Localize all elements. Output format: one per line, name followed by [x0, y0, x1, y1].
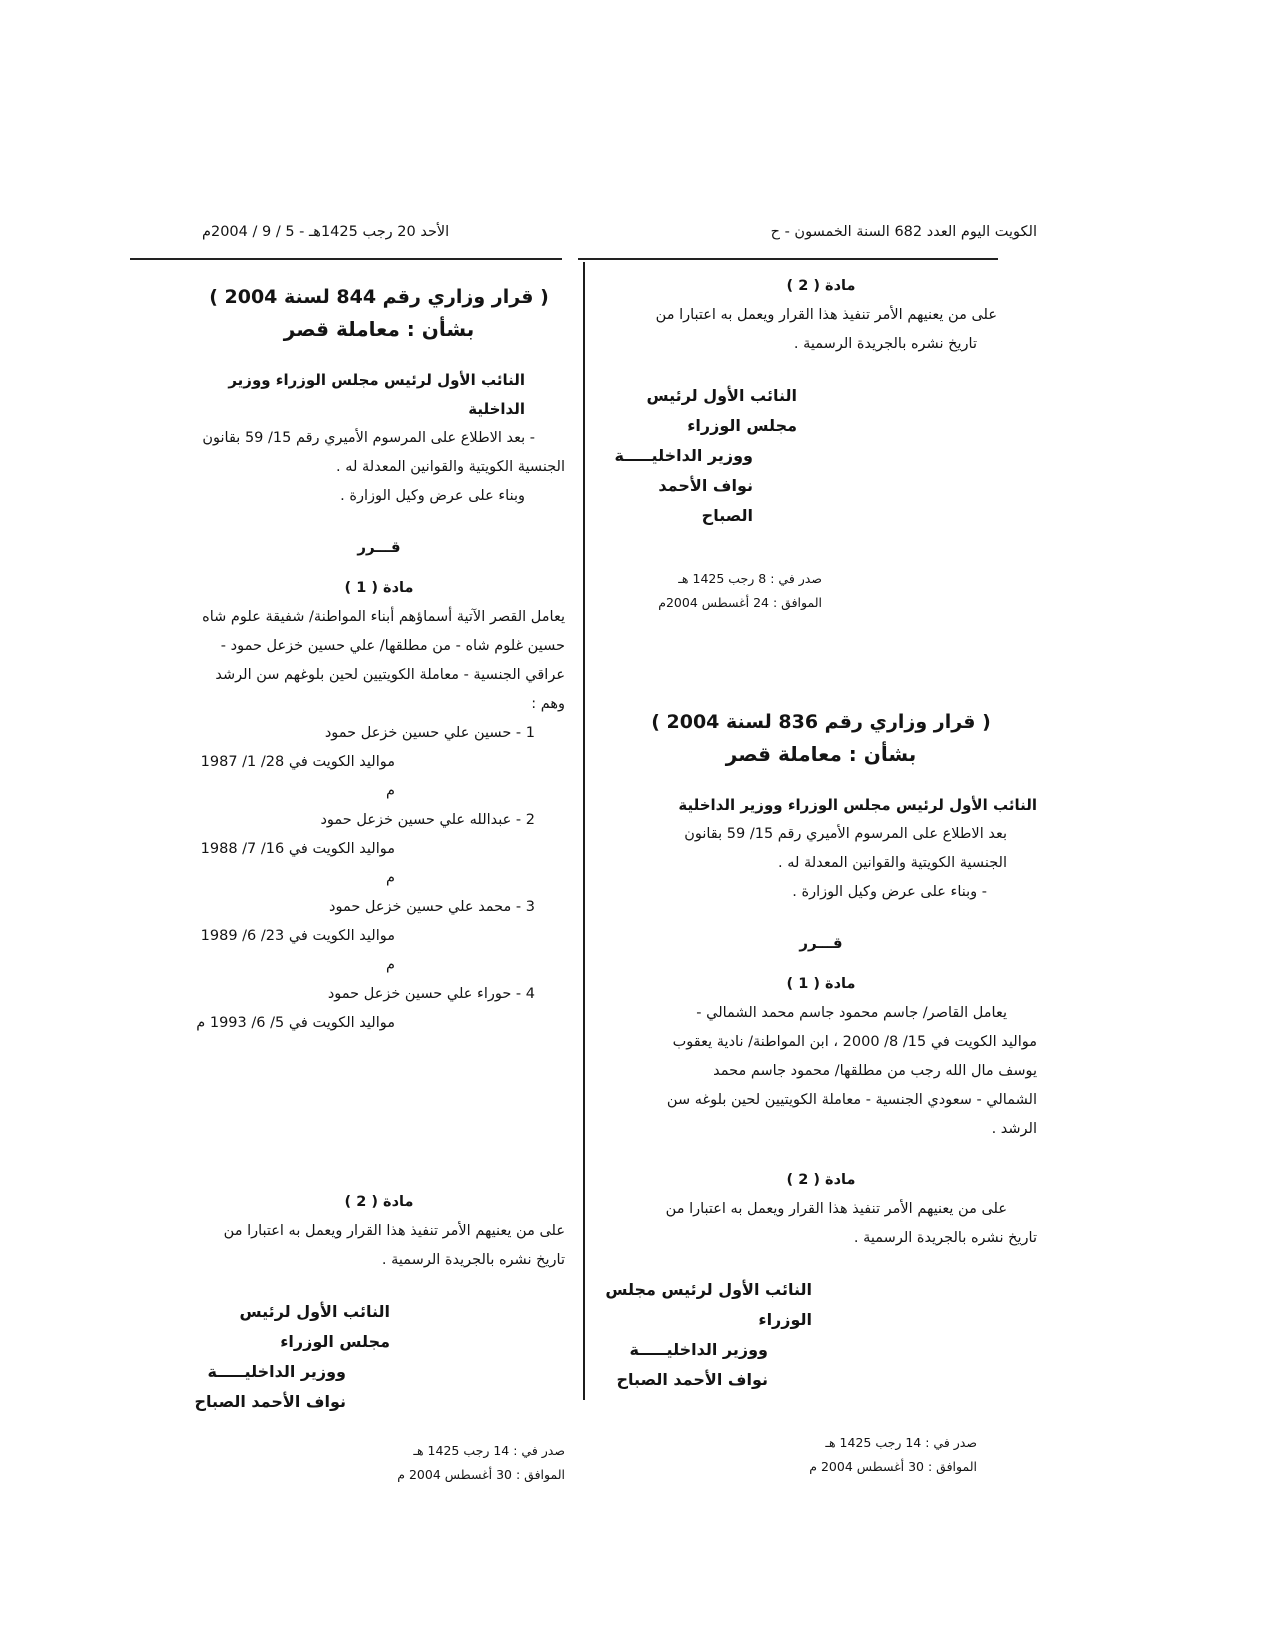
- signature-title: النائب الأول لرئيس مجلس الوزراء: [646, 386, 797, 435]
- signature-title: النائب الأول لرئيس مجلس الوزراء: [605, 1280, 812, 1329]
- gregorian-date: الموافق : 30 أغسطس 2004 م: [809, 1459, 977, 1474]
- issue-date: صدر في : 14 رجب 1425 هـ: [413, 1443, 565, 1458]
- header-rule-left: [130, 258, 562, 260]
- signature-name: نواف الأحمد الصباح: [194, 1392, 346, 1411]
- article-text: تاريخ نشره بالجريدة الرسمية .: [381, 1252, 565, 1268]
- issue-date-block: [605, 567, 1037, 615]
- article-text: على من يعنيهم الأمر تنفيذ هذا القرار ويعمل به اعتبارا من: [655, 307, 997, 323]
- minor-birth: مواليد الكويت في 28/ 1/ 1987 م: [200, 754, 395, 799]
- minor-name: 1 - حسين علي حسين خزعل حمود: [324, 725, 535, 741]
- decree-authority: النائب الأول لرئيس مجلس الوزراء ووزير الداخلية: [678, 796, 1037, 814]
- gazette-date-header: الأحد 20 رجب 1425هـ - 5 / 9 / 2004م: [202, 224, 450, 240]
- preamble-text: وبناء على عرض وكيل الوزارة .: [340, 488, 525, 504]
- article-text: الشمالي - سعودي الجنسية - معاملة الكويتيين لحين بلوغه سن: [666, 1092, 1037, 1108]
- article-text: تاريخ نشره بالجريدة الرسمية .: [793, 336, 977, 352]
- gregorian-date: الموافق : 24 أغسطس 2004م: [658, 595, 822, 610]
- issue-date-block: [605, 1431, 1037, 1479]
- signature-role: ووزير الداخليـــــة: [207, 1362, 346, 1381]
- signature-block: [605, 381, 1037, 531]
- decree-subtitle: بشأن : معاملة قصر: [725, 742, 917, 766]
- article-text: يوسف مال الله رجب من مطلقها/ محمود جاسم محمد: [713, 1063, 1037, 1079]
- minor-name: 2 - عبدالله علي حسين خزعل حمود: [320, 812, 535, 828]
- preamble-text: الجنسية الكويتية والقوانين المعدلة له .: [778, 855, 1007, 871]
- minor-birth: مواليد الكويت في 16/ 7/ 1988 م: [200, 841, 395, 886]
- signature-name: نواف الأحمد الصباح: [616, 1370, 768, 1389]
- signature-block: [605, 1275, 1037, 1395]
- right-column: [605, 272, 1037, 1479]
- minor-name: 3 - محمد علي حسين خزعل حمود: [329, 899, 535, 915]
- article-text: حسين غلوم شاه - من مطلقها/ علي حسين خزعل حمود -: [220, 638, 565, 654]
- signature-role: ووزير الداخليـــــة: [614, 446, 753, 465]
- signature-block: [193, 1297, 565, 1417]
- article-heading: مادة ( 1 ): [344, 580, 414, 596]
- signature-title: النائب الأول لرئيس مجلس الوزراء: [239, 1302, 390, 1351]
- article-text: على من يعنيهم الأمر تنفيذ هذا القرار ويعمل به اعتبارا من: [223, 1223, 565, 1239]
- preamble-text: - وبناء على عرض وكيل الوزارة .: [792, 884, 987, 900]
- gazette-issue-header: الكويت اليوم العدد 682 السنة الخمسون - ح: [770, 224, 1037, 240]
- article-text: يعامل القاصر/ جاسم محمود جاسم محمد الشمالي -: [696, 1005, 1007, 1021]
- issue-date: صدر في : 14 رجب 1425 هـ: [825, 1435, 977, 1450]
- decided-heading: قـــرر: [357, 538, 401, 556]
- article-text: على من يعنيهم الأمر تنفيذ هذا القرار ويعمل به اعتبارا من: [665, 1201, 1007, 1217]
- article-heading: مادة ( 1 ): [786, 976, 856, 992]
- decree-title: ( قرار وزاري رقم 844 لسنة 2004 ): [209, 286, 549, 308]
- signature-role: ووزير الداخليـــــة: [629, 1340, 768, 1359]
- column-divider: [583, 262, 585, 1400]
- decided-heading: قـــرر: [799, 934, 843, 952]
- article-heading: مادة ( 2 ): [786, 1172, 856, 1188]
- article-text: عراقي الجنسية - معاملة الكويتيين لحين بلوغهم سن الرشد: [215, 667, 565, 683]
- gregorian-date: الموافق : 30 أغسطس 2004 م: [397, 1467, 565, 1482]
- decree-subtitle: بشأن : معاملة قصر: [283, 317, 475, 341]
- article-text: يعامل القصر الآتية أسماؤهم أبناء المواطنة/ شفيقة علوم شاه: [202, 609, 565, 625]
- signature-name: نواف الأحمد الصباح: [658, 476, 753, 525]
- minor-birth: مواليد الكويت في 5/ 6/ 1993 م: [196, 1015, 395, 1031]
- minor-name: 4 - حوراء علي حسين خزعل حمود: [327, 986, 535, 1002]
- article-heading: مادة ( 2 ): [786, 278, 856, 294]
- article-heading: مادة ( 2 ): [344, 1194, 414, 1210]
- article-text: تاريخ نشره بالجريدة الرسمية .: [853, 1230, 1037, 1246]
- preamble-text: الجنسية الكويتية والقوانين المعدلة له .: [336, 459, 565, 475]
- preamble-text: بعد الاطلاع على المرسوم الأميري رقم 15/ 59 بقانون: [684, 826, 1007, 842]
- article-text: الرشد .: [991, 1121, 1037, 1137]
- issue-date-block: [193, 1439, 565, 1487]
- left-column: [193, 280, 565, 1487]
- decree-authority: النائب الأول لرئيس مجلس الوزراء ووزير الداخلية: [228, 371, 525, 418]
- minor-birth: مواليد الكويت في 23/ 6/ 1989 م: [200, 928, 395, 973]
- minors-list: [193, 719, 565, 1038]
- article-text: وهم :: [531, 696, 565, 712]
- header-rule-right: [578, 258, 998, 260]
- article-text: مواليد الكويت في 15/ 8/ 2000 ، ابن المواطنة/ نادية يعقوب: [672, 1034, 1037, 1050]
- issue-date: صدر في : 8 رجب 1425 هـ: [678, 571, 822, 586]
- preamble-text: - بعد الاطلاع على المرسوم الأميري رقم 15/ 59 بقانون: [202, 430, 535, 446]
- decree-title: ( قرار وزاري رقم 836 لسنة 2004 ): [651, 711, 991, 733]
